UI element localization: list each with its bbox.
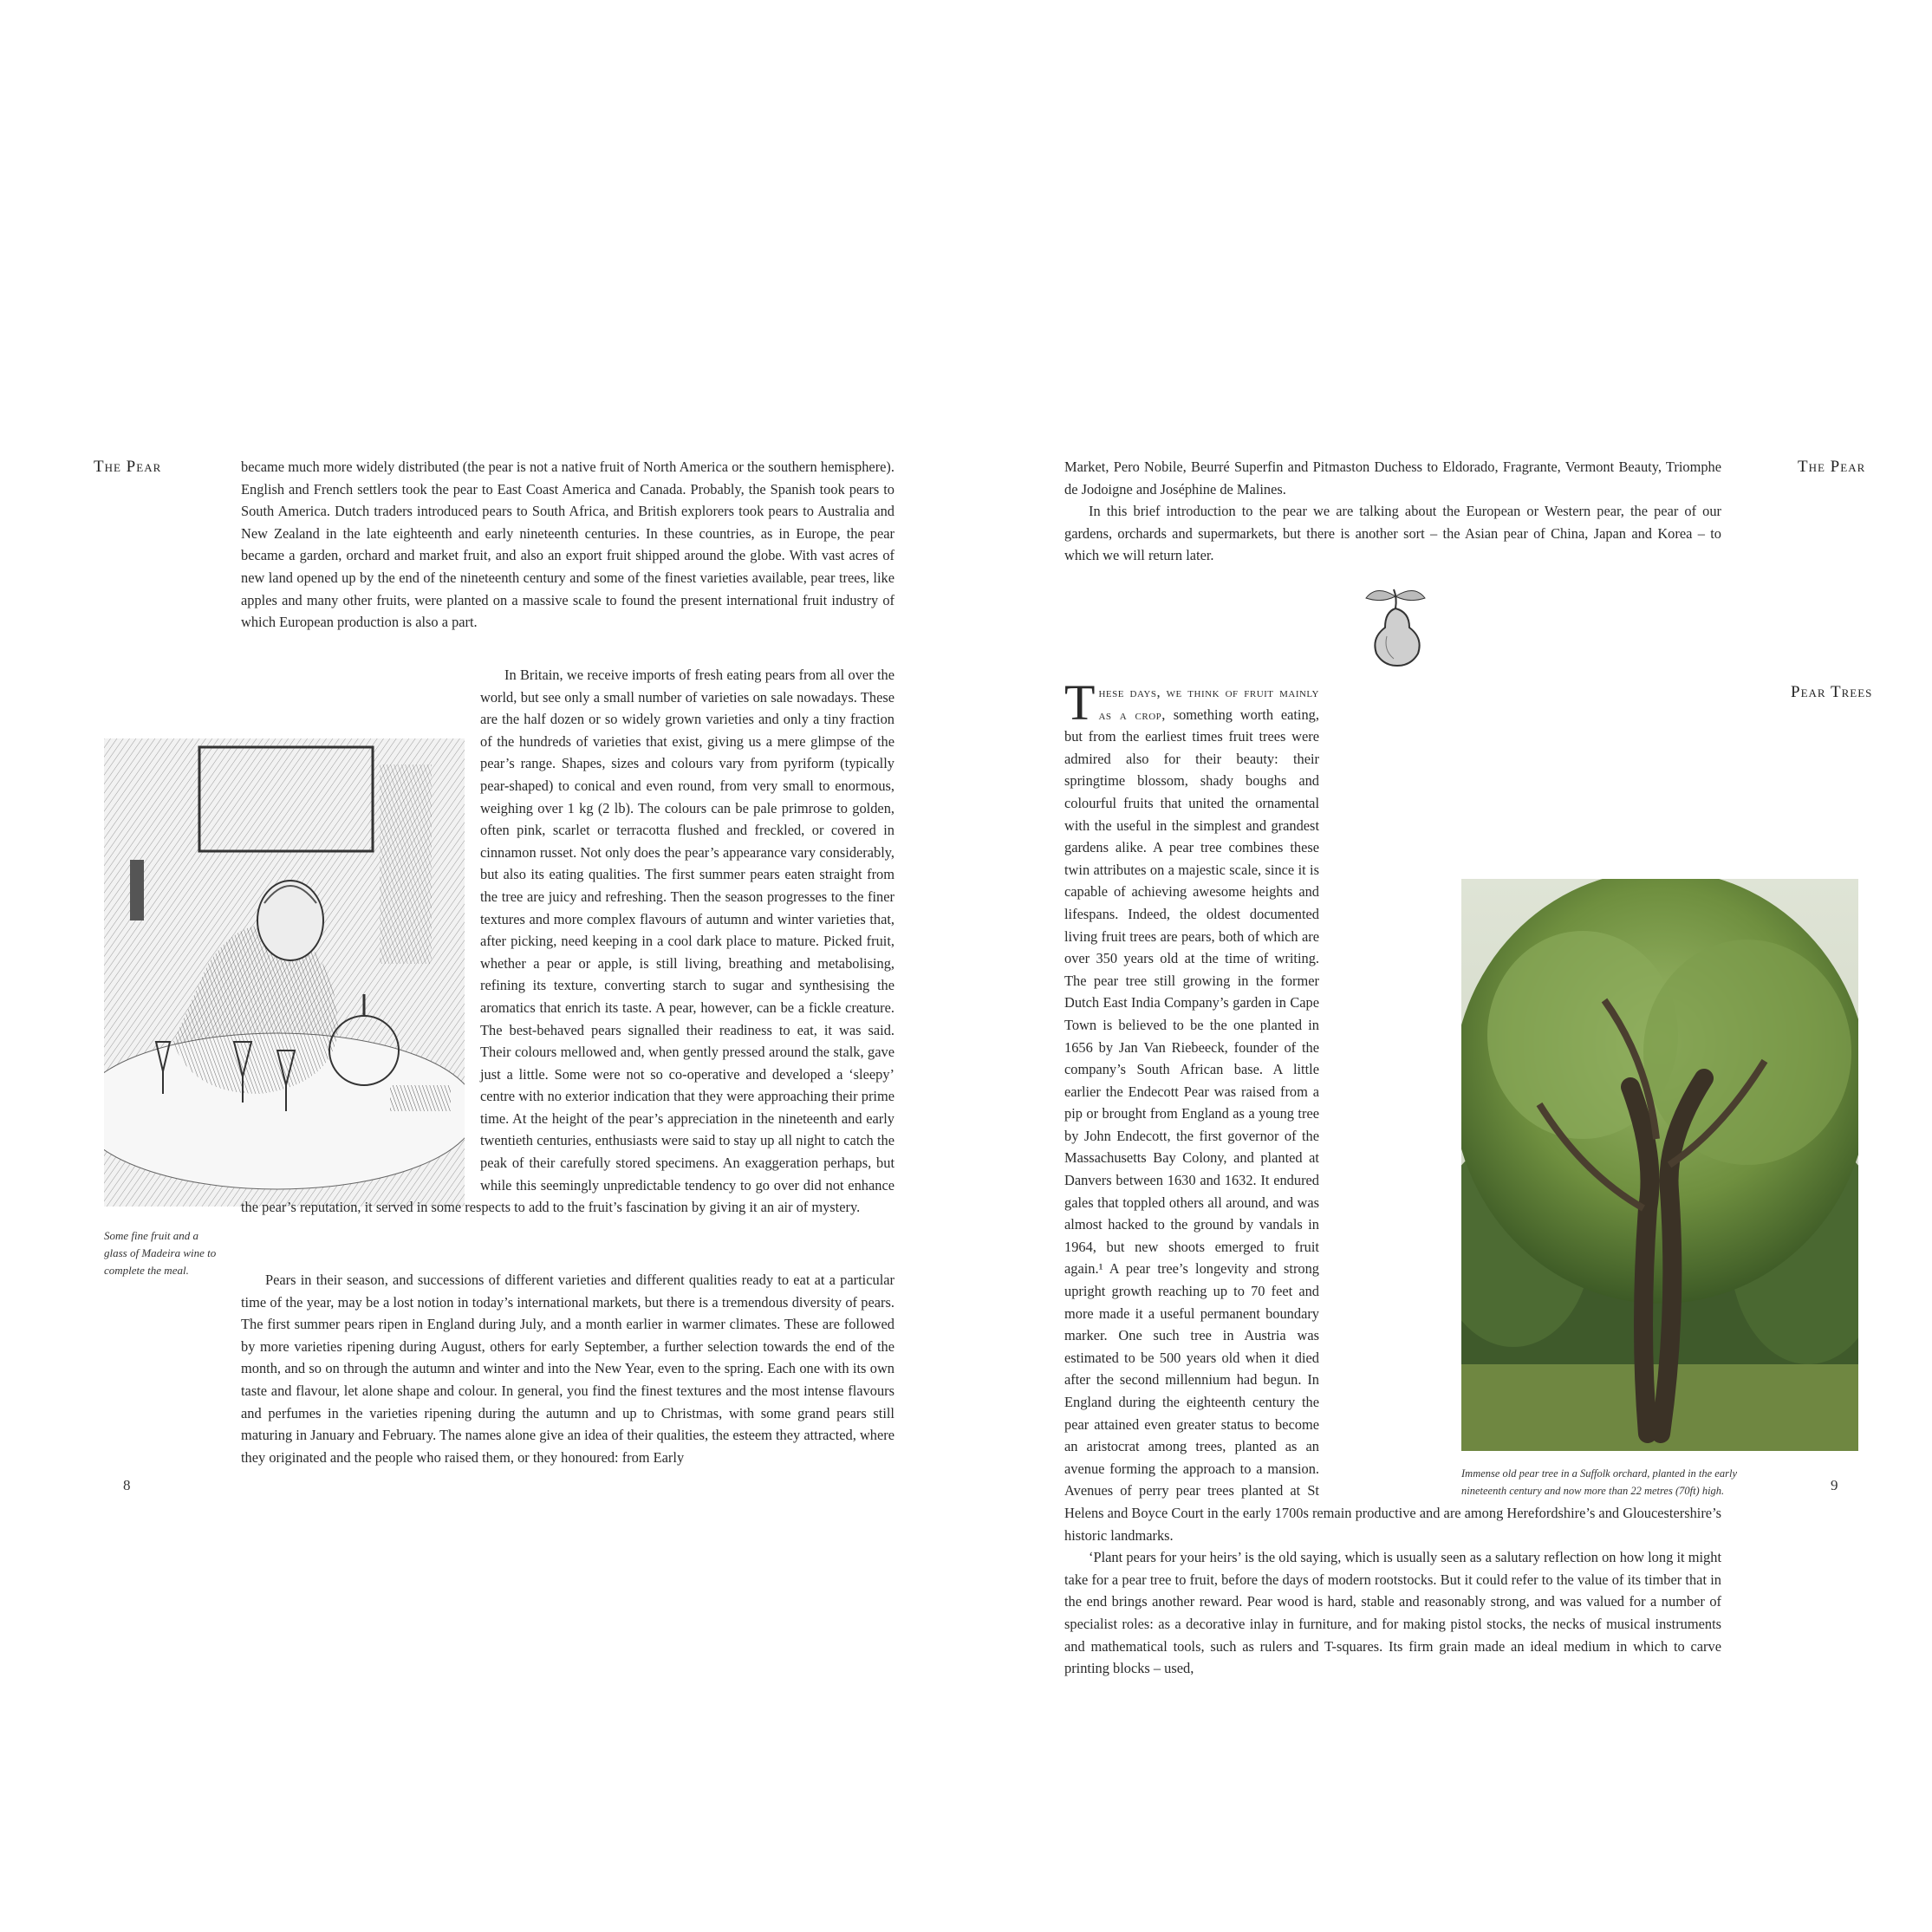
left-paragraph-2: In Britain, we receive imports of fresh eating pears from all over the world, but see only a small number of varieties on sale nowadays. These are the half dozen or so widely grown varieties and only a tiny fraction of the hundreds of varieties that exist, giving us a mere glimpse of the pear’s range. Shapes, sizes and colours vary from pyriform (typically pear-shaped) to conical and even round, from very small to enormous, weighing over 1 kg (2 lb). The colours can be pale primrose to golden, often pink, scarlet or terracotta flushed and freckled, or covered in cinnamon russet. Not only does the pear’s appearance vary considerably, but also its eating qualities. The first summer pears eaten straight from the tree are juicy and refreshing. Then the season progresses to the finer textures and more complex flavours of autumn and winter varieties that, after picking, need keeping in a cool dark place to mature. Picked fruit, whether a pear or apple, is still living, breathing and metabolising, refining its texture, converting starch to sugar and synthesising the aromatics that enrich its taste. A pear, however, can be a fickle creature. The best-behaved pears signalled their readiness to eat, it was said. Their colours mellowed and, when gently pressed around the stalk, gave just a little. Some were not so co-operative and developed a ‘sleepy’ centre with no exterior indication that they were approaching their prime time. At the height of the pear’s appreciation in the nineteenth and early twentieth centuries, enthusiasts were said to stay up all night to catch the peak of their carefully stored specimens. An exaggeration perhaps, but while this seemingly unpredictable tendency to go over did not enhance the pear’s reputation, it served in some respects to add to the fruit’s fascination by giving it an air of mystery.	[241, 667, 894, 1216]
pear-ornament-icon	[1357, 584, 1430, 667]
section-paragraph-1: something worth eating, but from the earliest times fruit trees were admired also for their beauty: their springtime blossom, shady boughs and colourful fruits that united the ornamental with the useful in the simplest and grandest gardens alike. A pear tree combines these twin attributes on a majestic scale, since it is capable of achieving awesome heights and lifespans. Indeed, the oldest documented living fruit trees are pears, both of which are over 350 years old at the time of writing. The pear tree still growing in the former Dutch East India Company’s garden in Cape Town is believed to be the one planted in 1656 by Jan Van Riebeeck, founder of the company’s South African base. A little earlier the Endecott Pear was raised from a pip or brought from England as a young tree by John Endecott, the first governor of the Massachusetts Bay Colony, and planted at Danvers between 1630 and 1632. It endured gales that toppled others all around, and was almost hacked to the ground by vandals in 1964, but new shoots emerged to fruit again.¹ A pear tree’s longevity and strong upright growth reaching up to 70 feet and more made it a useful permanent boundary marker. One such tree in Austria was estimated to be 500 years old when it died after the second millennium had begun. In England during the eighteenth century the pear attained even greater status to become an aristocrat among trees, planted as an avenue forming the approach to a mansion. Avenues of perry pear trees planted at St Helens and Boyce Court in the early 1700s remain productive and are among Herefordshire’s and Gloucestershire’s historic landmarks.	[1064, 706, 1721, 1544]
left-figure-caption: Some fine fruit and a glass of Madeira wine to complete the meal.	[104, 1229, 217, 1277]
drop-cap: T	[1064, 674, 1096, 731]
lead-in: hese days, we think of fruit mainly as a crop,	[1098, 684, 1319, 723]
left-text-top	[241, 456, 894, 634]
left-folio: 8	[123, 1477, 131, 1493]
right-photo-pear-tree	[1461, 879, 1858, 1451]
tree-photo	[1461, 879, 1858, 1451]
left-paragraph-1: became much more widely distributed (the pear is not a native fruit of North America or the southern hemisphere). English and French settlers took the pear to East Coast America and Canada. Probably, the Spanish took pears to South America. Dutch traders introduced pears to South Africa, and British explorers took pears to Australia and New Zealand in the late eighteenth and early nineteenth centuries. In these countries, as in Europe, the pear became a garden, orchard and market fruit, and also an export fruit shipped around the globe. With vast acres of new land opened up by the end of the nineteenth century and some of the finest varieties available, pear trees, like apples and many other fruits, were planted on a massive scale to found the present international fruit industry of which European production is also a part.	[241, 459, 894, 631]
section-paragraph-2: ‘Plant pears for your heirs’ is the old saying, which is usually seen as a salutary reflection on how long it might take for a pear tree to fruit, before the days of modern rootstocks. But it could refer to the value of its timber that in the end brings another reward. Pear wood is hard, stable and reasonably strong, and was valued for a number of specialist roles: as a decorative inlay in furniture, and for making pistol stocks, the necks of musical instruments and mathematical tools, such as rulers and T-squares. Its firm grain made an ideal medium in which to carve printing blocks – used,	[1064, 1549, 1721, 1677]
right-figure-caption: Immense old pear tree in a Suffolk orchard, planted in the early nineteenth century and now more than 22 metres (70ft) high.	[1461, 1467, 1737, 1497]
right-paragraph-1: Market, Pero Nobile, Beurré Superfin and Pitmaston Duchess to Eldorado, Fragrante, Vermont Beauty, Triomphe de Jodoigne and Joséphine de Malines.	[1064, 459, 1721, 498]
left-paragraph-3: Pears in their season, and successions of different varieties and different qualities ready to eat at a particular time of the year, may be a lost notion in today’s international markets, but there is a tremendous diversity of pears. The first summer pears ripen in England during July, and a month earlier in warmer climates. These are followed by more varieties ripening during August, others for early September, a further selection towards the end of the month, and so on through the autumn and winter and into the New Year, even to the spring. Each one with its own taste and flavour, let alone shape and colour. In general, you find the finest textures and the most intense flavours and perfumes in the varieties ripening during the autumn and up to Christmas, with some grand pears still maturing in January and February. The names alone give an idea of their qualities, the esteem they attracted, where they originated and the people who raised them, or they honoured: from Early	[241, 1272, 894, 1466]
right-running-head: The Pear	[1798, 458, 1866, 476]
left-text-bottom	[241, 1269, 894, 1468]
left-running-head: The Pear	[94, 458, 162, 476]
right-text-top	[1064, 456, 1721, 567]
right-folio: 9	[1831, 1477, 1838, 1493]
left-text-wrap	[241, 664, 894, 1330]
right-section-head: Pear Trees	[1791, 683, 1873, 701]
right-paragraph-2: In this brief introduction to the pear we are talking about the European or Western pear, the pear of our gardens, orchards and supermarkets, but there is another sort – the Asian pear of China, Japan and Korea – to which we will return later.	[1064, 503, 1721, 564]
